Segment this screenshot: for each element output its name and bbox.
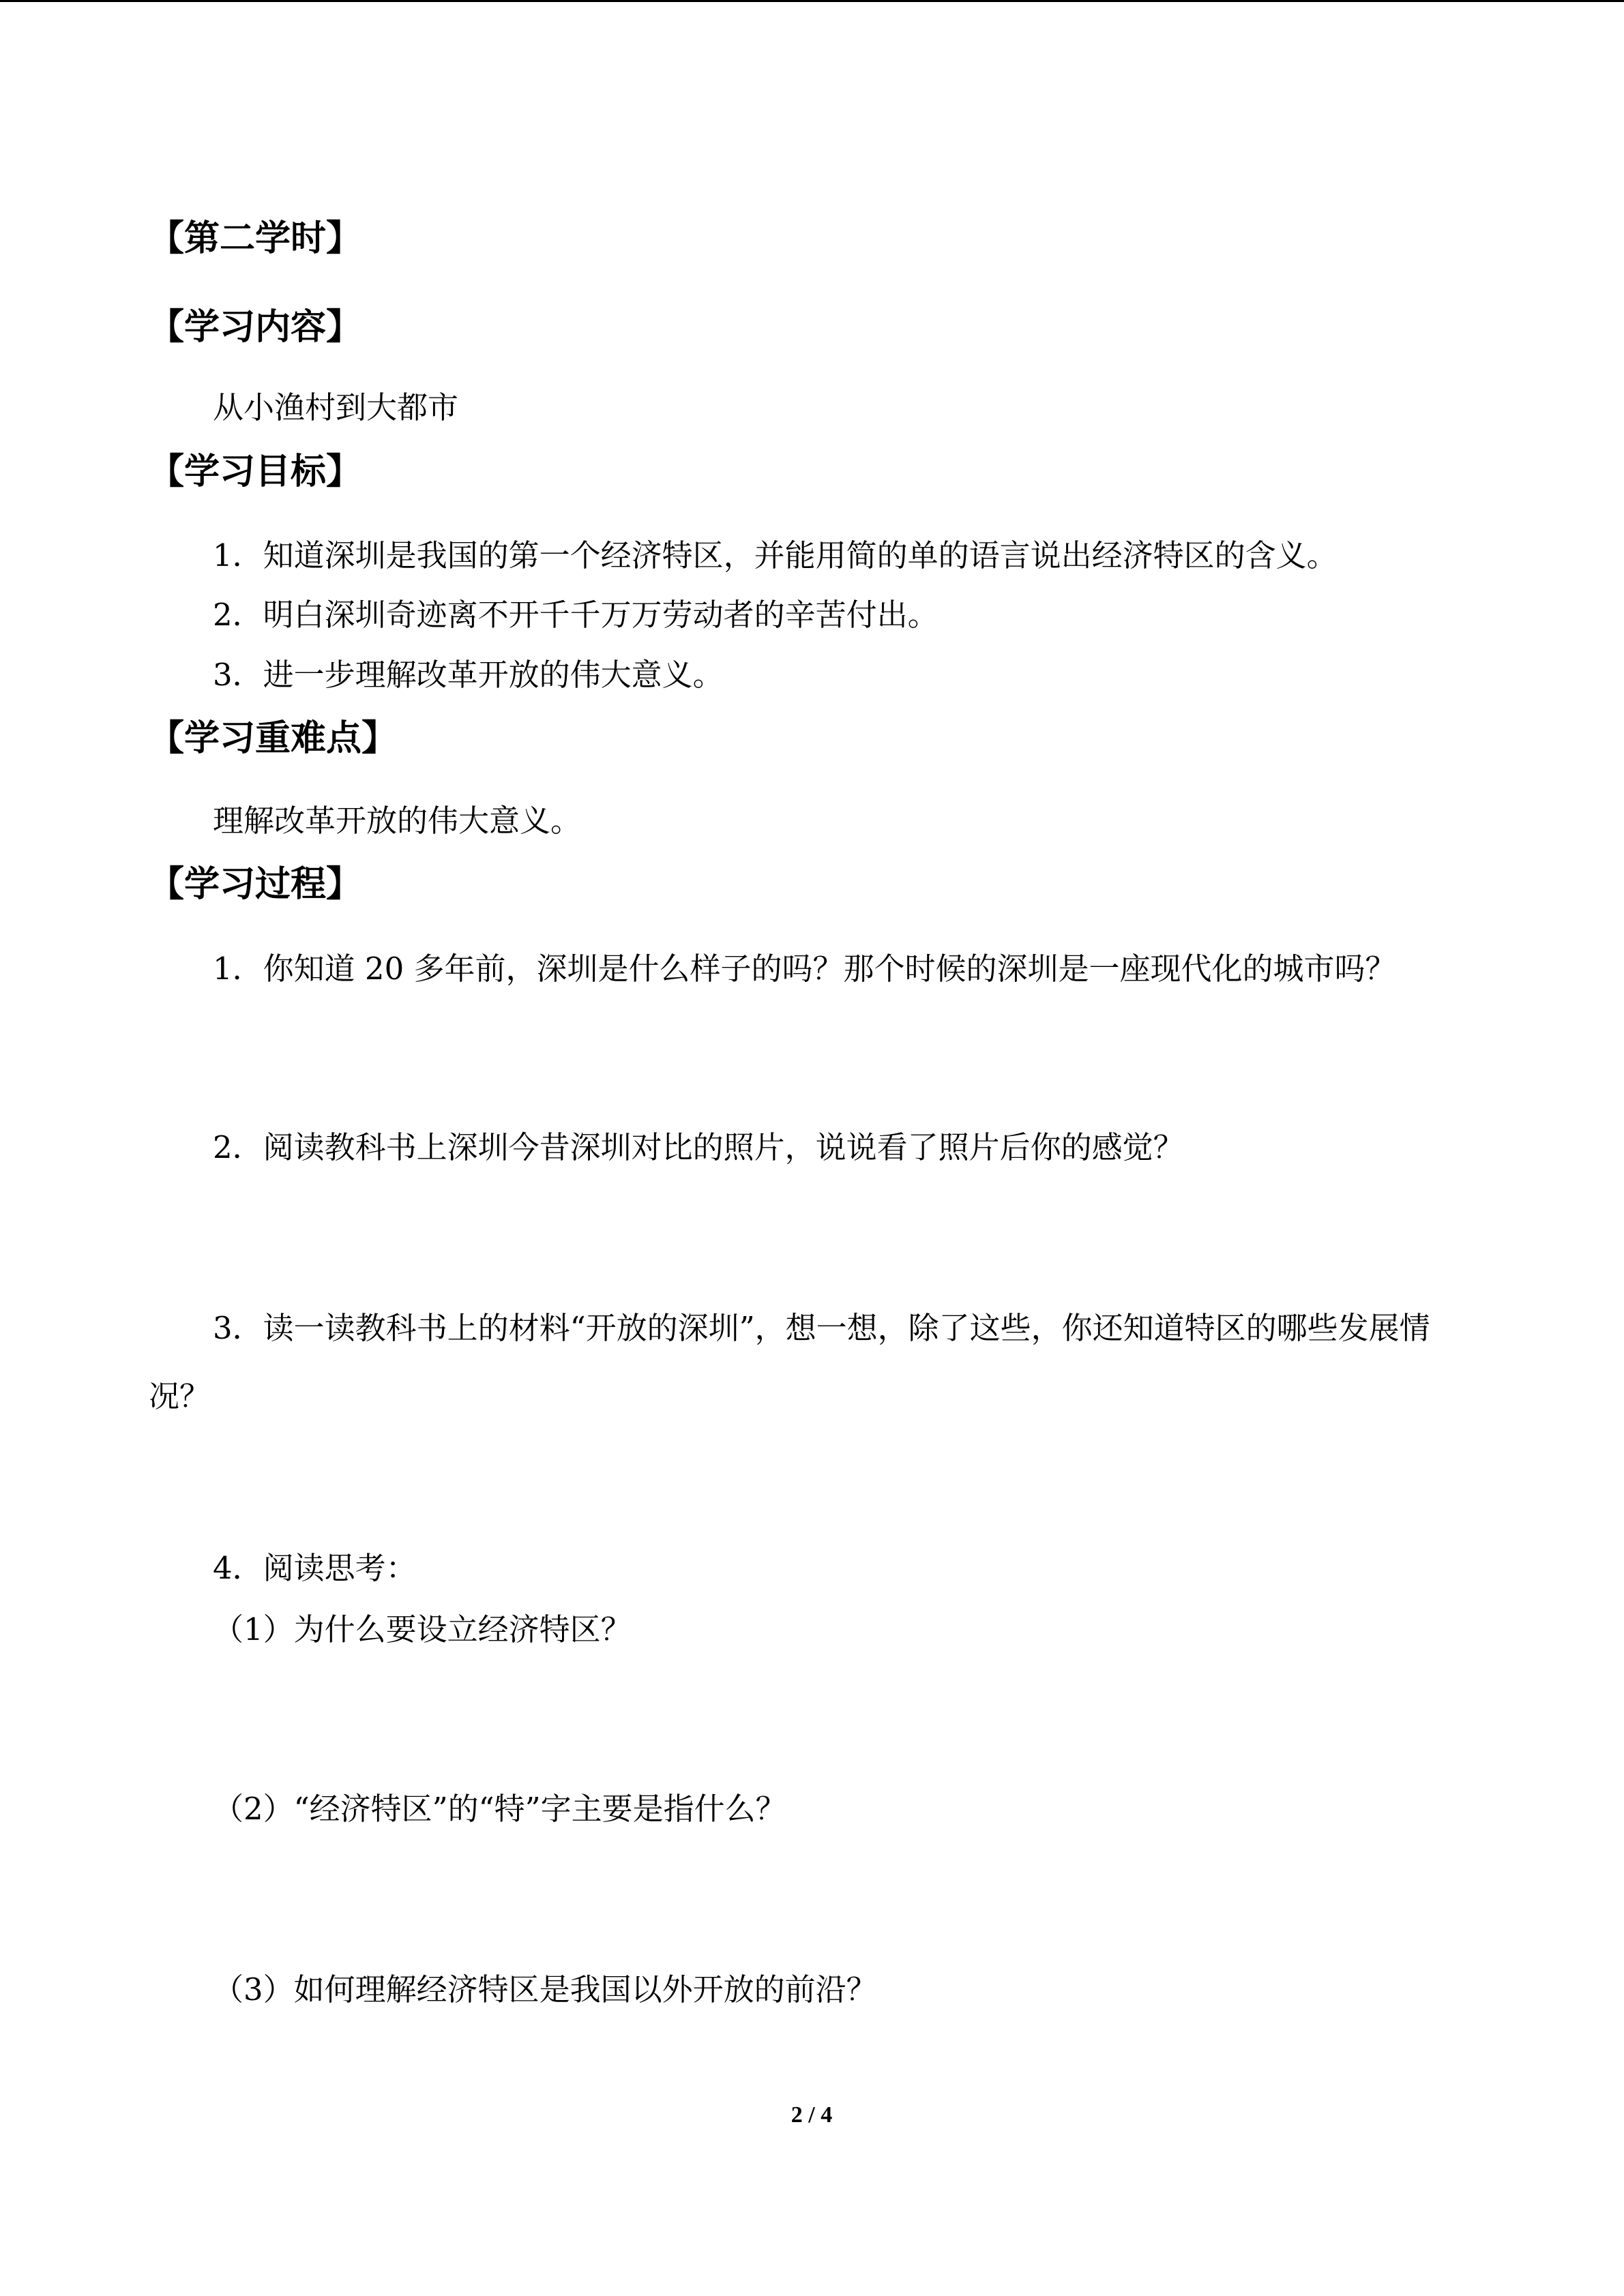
goal-item-3: 3．进一步理解改革开放的伟大意义。 <box>213 657 724 693</box>
process-question-2: 2．阅读教科书上深圳今昔深圳对比的照片，说说看了照片后你的感觉？ <box>213 1129 1184 1165</box>
heading-content: 【学习内容】 <box>149 307 362 348</box>
process-question-4-sub-2: （2）“经济特区”的“特”字主要是指什么？ <box>213 1791 786 1827</box>
process-question-4-sub-3: （3）如何理解经济特区是我国以外开放的前沿？ <box>213 1971 877 2008</box>
process-question-4-title: 4．阅读思考： <box>213 1550 417 1586</box>
process-question-4-sub-1: （1）为什么要设立经济特区？ <box>213 1611 632 1648</box>
heading-key-points: 【学习重难点】 <box>149 718 398 759</box>
heading-goals: 【学习目标】 <box>149 451 362 492</box>
heading-lesson: 【第二学时】 <box>149 218 362 259</box>
process-question-3: 3．读一读教科书上的材料“开放的深圳”，想一想，除了这些，你还知道特区的哪些发展情况？ <box>149 1310 1430 1414</box>
page-number: 2 / 4 <box>791 2102 833 2128</box>
goal-item-1: 1．知道深圳是我国的第一个经济特区，并能用简的单的语言说出经济特区的含义。 <box>213 537 1338 573</box>
goal-item-2: 2．明白深圳奇迹离不开千千万万劳动者的辛苦付出。 <box>213 597 939 633</box>
process-question-1: 1．你知道 20 多年前，深圳是什么样子的吗？那个时候的深圳是一座现代化的城市吗？ <box>213 951 1396 987</box>
top-border <box>0 0 1624 2</box>
key-points-text: 理解改革开放的伟大意义。 <box>213 803 582 839</box>
content-text: 从小渔村到大都市 <box>213 389 459 426</box>
heading-process: 【学习过程】 <box>149 864 362 905</box>
